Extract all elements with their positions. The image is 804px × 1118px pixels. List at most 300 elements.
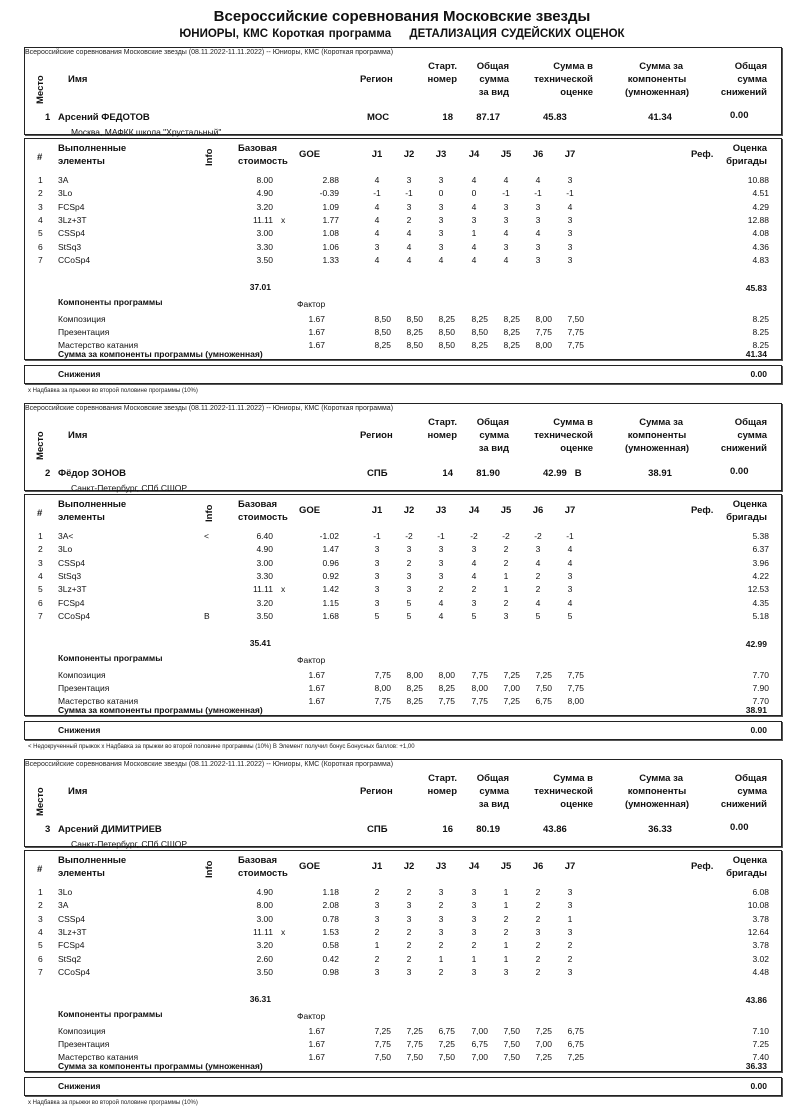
element-row <box>25 887 783 900</box>
judge-goe-4: 3 <box>471 913 477 924</box>
judge-goe-3: 4 <box>438 610 444 621</box>
skater-summary-box <box>24 47 782 135</box>
judge-header-j6: J6 <box>532 149 544 160</box>
component-panel-score: 7.90 <box>752 683 769 693</box>
component-judge-7: 7,75 <box>567 670 584 680</box>
element-row <box>25 188 783 201</box>
element-goe: 0.42 <box>322 953 339 964</box>
judge-goe-7: 4 <box>567 544 573 555</box>
element-panel-score: 4.51 <box>752 188 769 199</box>
components-header: Компоненты программы <box>58 297 163 307</box>
element-code: 3A< <box>58 531 74 541</box>
total-score-value: 81.90 <box>476 468 500 479</box>
component-judge-6: 8,00 <box>535 314 552 324</box>
judge-goe-2: 2 <box>406 214 412 225</box>
judge-goe-5: 2 <box>503 926 509 937</box>
component-judge-7: 7,25 <box>567 1052 584 1062</box>
judge-goe-1: 2 <box>374 887 380 897</box>
element-number-header: # <box>37 152 43 163</box>
judge-goe-3: -1 <box>437 531 445 541</box>
judge-goe-4: 3 <box>471 900 477 911</box>
element-code: CSSp4 <box>58 557 85 568</box>
component-judge-7: 7,75 <box>567 327 584 337</box>
start-number-value: 16 <box>442 824 453 835</box>
judge-goe-5: 1 <box>503 940 509 951</box>
component-factor: 1.67 <box>308 683 325 693</box>
element-info: B <box>204 610 210 621</box>
component-name: Композиция <box>58 1026 106 1036</box>
components-sum-label: Сумма за компоненты программы (умноженная) <box>58 705 263 715</box>
elements-header: Выполненные элементы <box>58 855 127 879</box>
element-number-header: # <box>37 864 43 875</box>
components-sum-value: 38.91 <box>745 705 767 715</box>
element-base-value: 8.00 <box>256 900 273 911</box>
judge-goe-2: 3 <box>406 913 412 924</box>
judge-goe-3: 2 <box>438 584 444 595</box>
element-base-value: 6.40 <box>256 531 273 541</box>
tes-value: 43.86 <box>543 824 567 835</box>
name-header: Имя <box>68 786 88 797</box>
deductions-total: 0.00 <box>750 369 767 379</box>
judge-goe-2: -2 <box>405 531 413 541</box>
element-goe: 0.58 <box>322 940 339 951</box>
judge-goe-7: 3 <box>567 254 573 265</box>
component-panel-score: 7.25 <box>752 1039 769 1049</box>
element-number: 1 <box>38 531 43 541</box>
judge-header-j5: J5 <box>500 505 512 516</box>
component-judge-2: 7,75 <box>406 1039 423 1049</box>
place-header: Место <box>35 75 46 104</box>
judge-goe-7: 3 <box>567 887 573 897</box>
judge-goe-3: 3 <box>438 175 444 185</box>
component-judge-3: 6,75 <box>438 1026 455 1036</box>
judge-goe-1: 4 <box>374 175 380 185</box>
component-panel-score: 8.25 <box>752 340 769 350</box>
judge-goe-7: 4 <box>567 557 573 568</box>
element-base-value: 4.90 <box>256 544 273 555</box>
judge-goe-1: 3 <box>374 241 380 252</box>
judge-goe-3: 3 <box>438 214 444 225</box>
component-judge-4: 6,75 <box>471 1039 488 1049</box>
judge-goe-4: 4 <box>471 570 477 581</box>
component-factor: 1.67 <box>308 340 325 350</box>
judge-goe-6: 4 <box>535 228 541 239</box>
judge-goe-7: 3 <box>567 228 573 239</box>
component-judge-2: 7,50 <box>406 1052 423 1062</box>
element-number: 5 <box>38 940 43 951</box>
judge-goe-7: 3 <box>567 214 573 225</box>
judge-goe-2: 3 <box>406 584 412 595</box>
component-judge-6: 7,75 <box>535 327 552 337</box>
tes-total: 45.83 <box>745 283 767 293</box>
late-bonus-mark: x <box>281 584 286 595</box>
component-judge-1: 8,00 <box>374 683 391 693</box>
judge-goe-6: 2 <box>535 913 541 924</box>
judge-goe-6: 3 <box>535 201 541 212</box>
judge-goe-7: -1 <box>566 188 574 199</box>
judge-goe-5: 3 <box>503 610 509 621</box>
judge-goe-2: 2 <box>406 887 412 897</box>
judge-goe-2: 3 <box>406 544 412 555</box>
element-base-value: 3.30 <box>256 241 273 252</box>
judge-goe-4: 3 <box>471 966 477 977</box>
component-row <box>25 1039 783 1052</box>
element-row <box>25 611 783 624</box>
judge-goe-6: 2 <box>535 584 541 595</box>
element-goe: 0.92 <box>322 570 339 581</box>
judge-goe-4: 1 <box>471 953 477 964</box>
judge-goe-4: 3 <box>471 926 477 937</box>
judge-goe-4: -2 <box>470 531 478 541</box>
element-number: 5 <box>38 228 43 239</box>
element-panel-score: 3.78 <box>752 940 769 951</box>
element-goe: 0.78 <box>322 913 339 924</box>
tes-value: 45.83 <box>543 112 567 123</box>
component-judge-2: 8,50 <box>406 314 423 324</box>
judge-goe-1: 2 <box>374 926 380 937</box>
element-number: 5 <box>38 584 43 595</box>
judge-goe-5: 1 <box>503 953 509 964</box>
element-code: FCSp4 <box>58 940 85 951</box>
component-row <box>25 327 783 340</box>
factor-header: Фактор <box>297 299 326 309</box>
components-header: Компоненты программы <box>58 1009 163 1019</box>
component-row <box>25 683 783 696</box>
component-judge-6: 6,75 <box>535 696 552 706</box>
component-judge-7: 6,75 <box>567 1039 584 1049</box>
deductions-box <box>24 365 782 384</box>
judge-goe-2: 3 <box>406 201 412 212</box>
element-base-value: 3.50 <box>256 610 273 621</box>
judge-goe-6: 3 <box>535 241 541 252</box>
judge-goe-4: 3 <box>471 597 477 608</box>
report-type-label: ДЕТАЛИЗАЦИЯ СУДЕЙСКИХ ОЦЕНОК <box>409 28 625 40</box>
judge-goe-4: 3 <box>471 887 477 897</box>
region-value: СПБ <box>367 824 388 835</box>
judge-goe-7: 3 <box>567 570 573 581</box>
judge-goe-4: 4 <box>471 241 477 252</box>
element-base-value: 3.50 <box>256 966 273 977</box>
component-judge-3: 8,25 <box>438 314 455 324</box>
judge-goe-2: 2 <box>406 926 412 937</box>
deductions-box <box>24 721 782 740</box>
judge-goe-5: 1 <box>503 900 509 911</box>
judge-goe-3: 3 <box>438 228 444 239</box>
components-sum-label: Сумма за компоненты программы (умноженная) <box>58 349 263 359</box>
pcs-value: 38.91 <box>648 468 672 479</box>
component-judge-5: 8,25 <box>503 327 520 337</box>
total-score-header: Общая сумма за вид <box>476 417 509 454</box>
component-judge-5: 7,00 <box>503 683 520 693</box>
element-number: 3 <box>38 557 43 568</box>
element-number: 1 <box>38 175 43 185</box>
skater-summary-box <box>24 759 782 847</box>
place-header: Место <box>35 431 46 460</box>
component-judge-3: 8,50 <box>438 327 455 337</box>
judge-goe-4: 0 <box>471 188 477 199</box>
judge-goe-2: 3 <box>406 900 412 911</box>
element-number: 2 <box>38 188 43 199</box>
start-number-value: 18 <box>442 112 453 123</box>
event-caption: Всероссийские соревнования Московские звезды (08.11.2022-11.11.2022) -- Юниоры, КМС (Короткая программа) <box>25 405 394 412</box>
component-panel-score: 7.40 <box>752 1052 769 1062</box>
skater-club: Москва, МАФКК школа "Хрустальный" <box>71 127 222 137</box>
judge-goe-2: 4 <box>406 254 412 265</box>
element-goe: 0.98 <box>322 966 339 977</box>
pcs-value: 41.34 <box>648 112 672 123</box>
component-judge-1: 7,75 <box>374 696 391 706</box>
judge-goe-4: 4 <box>471 254 477 265</box>
judge-goe-5: 1 <box>503 570 509 581</box>
element-row <box>25 228 783 241</box>
component-judge-5: 8,25 <box>503 340 520 350</box>
element-goe: 2.88 <box>322 175 339 185</box>
place-value: 2 <box>45 468 51 479</box>
element-row <box>25 531 783 544</box>
deductions-header: Общая сумма снижений <box>720 417 767 454</box>
element-goe: 1.77 <box>322 214 339 225</box>
component-judge-2: 8,25 <box>406 683 423 693</box>
element-base-value: 11.11 <box>252 926 273 937</box>
base-value-header: Базовая стоимость <box>238 499 288 523</box>
element-number: 7 <box>38 966 43 977</box>
skater-name: Фёдор ЗОНОВ <box>58 468 126 479</box>
footnote: x Надбавка за прыжки во второй половине программы (10%) <box>28 1100 198 1106</box>
component-panel-score: 7.70 <box>752 670 769 680</box>
judge-header-j4: J4 <box>468 861 480 872</box>
element-panel-score: 6.37 <box>752 544 769 555</box>
region-value: СПБ <box>367 468 388 479</box>
judge-goe-6: 4 <box>535 175 541 185</box>
element-code: 3Lo <box>58 887 73 897</box>
tes-total: 43.86 <box>745 995 767 1005</box>
component-name: Мастерство катания <box>58 340 139 350</box>
deductions-box <box>24 1077 782 1096</box>
judge-goe-3: 3 <box>438 201 444 212</box>
judge-goe-3: 0 <box>438 188 444 199</box>
judge-header-j3: J3 <box>435 861 447 872</box>
judge-goe-6: 2 <box>535 900 541 911</box>
element-row <box>25 954 783 967</box>
element-panel-score: 3.02 <box>752 953 769 964</box>
place-value: 1 <box>45 112 51 123</box>
element-goe: 1.15 <box>322 597 339 608</box>
element-row <box>25 914 783 927</box>
judge-goe-5: 4 <box>503 254 509 265</box>
judge-goe-5: 3 <box>503 201 509 212</box>
component-judge-1: 7,75 <box>374 1039 391 1049</box>
judge-goe-3: 2 <box>438 966 444 977</box>
element-goe: 2.08 <box>322 900 339 911</box>
place-header: Место <box>35 787 46 816</box>
element-base-value: 11.11 <box>252 584 273 595</box>
elements-header: Выполненные элементы <box>58 499 127 523</box>
element-base-value: 3.20 <box>256 940 273 951</box>
judge-goe-4: 4 <box>471 175 477 185</box>
judge-goe-7: -1 <box>566 531 574 541</box>
element-panel-score: 4.08 <box>752 228 769 239</box>
component-judge-1: 8,50 <box>374 314 391 324</box>
element-code: StSq3 <box>58 570 82 581</box>
region-header: Регион <box>360 74 393 85</box>
judge-goe-6: -1 <box>534 188 542 199</box>
element-number: 3 <box>38 201 43 212</box>
judge-goe-3: 4 <box>438 254 444 265</box>
start-number-value: 14 <box>442 468 453 479</box>
component-row <box>25 314 783 327</box>
start-number-header: Старт. номер <box>427 61 457 85</box>
component-name: Презентация <box>58 1039 110 1049</box>
element-goe: 1.68 <box>322 610 339 621</box>
component-panel-score: 7.70 <box>752 696 769 706</box>
component-judge-2: 7,25 <box>406 1026 423 1036</box>
region-header: Регион <box>360 430 393 441</box>
component-judge-6: 8,00 <box>535 340 552 350</box>
deductions-total: 0.00 <box>750 1081 767 1091</box>
component-judge-7: 8,00 <box>567 696 584 706</box>
judge-goe-5: 2 <box>503 557 509 568</box>
judge-goe-6: 5 <box>535 610 541 621</box>
late-bonus-mark: x <box>281 926 286 937</box>
judge-goe-4: 5 <box>471 610 477 621</box>
info-header: Info <box>204 860 215 878</box>
components-sum-value: 41.34 <box>745 349 767 359</box>
judge-goe-5: 4 <box>503 228 509 239</box>
ref-header: Реф. <box>691 861 714 872</box>
name-header: Имя <box>68 74 88 85</box>
judge-goe-2: 5 <box>406 610 412 621</box>
judge-goe-1: 2 <box>374 953 380 964</box>
judge-goe-6: 2 <box>535 570 541 581</box>
panel-score-header: Оценка бригады <box>726 499 767 523</box>
judge-goe-3: 1 <box>438 953 444 964</box>
element-panel-score: 4.35 <box>752 597 769 608</box>
judge-goe-5: 4 <box>503 175 509 185</box>
footnote: x Надбавка за прыжки во второй половине программы (10%) <box>28 388 198 394</box>
base-value-total: 35.41 <box>249 638 271 648</box>
judge-goe-7: 3 <box>567 900 573 911</box>
element-row <box>25 940 783 953</box>
element-number: 6 <box>38 953 43 964</box>
judge-goe-4: 4 <box>471 201 477 212</box>
tes-header: Сумма в технической оценке <box>534 417 593 454</box>
judge-goe-1: 3 <box>374 966 380 977</box>
element-panel-score: 12.64 <box>747 926 769 937</box>
tes-header: Сумма в технической оценке <box>534 773 593 810</box>
deductions-value: 0.00 <box>730 110 749 121</box>
judge-goe-3: 3 <box>438 913 444 924</box>
judge-goe-5: -1 <box>502 188 510 199</box>
event-caption: Всероссийские соревнования Московские звезды (08.11.2022-11.11.2022) -- Юниоры, КМС (Короткая программа) <box>25 49 394 56</box>
judge-goe-1: 3 <box>374 900 380 911</box>
tes-header: Сумма в технической оценке <box>534 61 593 98</box>
component-judge-5: 7,25 <box>503 696 520 706</box>
element-goe: 0.96 <box>322 557 339 568</box>
elements-header: Выполненные элементы <box>58 143 127 167</box>
skater-club: Санкт-Петербург, СПб СШОР <box>71 839 188 849</box>
component-judge-1: 7,50 <box>374 1052 391 1062</box>
pcs-header: Сумма за компоненты (умноженная) <box>624 417 690 454</box>
element-scores-box <box>24 138 782 360</box>
judge-goe-7: 3 <box>567 241 573 252</box>
judge-goe-7: 1 <box>567 913 573 924</box>
element-panel-score: 12.53 <box>747 584 769 595</box>
judge-goe-7: 4 <box>567 597 573 608</box>
judge-goe-7: 4 <box>567 201 573 212</box>
judge-goe-2: 3 <box>406 966 412 977</box>
deductions-total: 0.00 <box>750 725 767 735</box>
judge-goe-7: 2 <box>567 940 573 951</box>
pcs-header: Сумма за компоненты (умноженная) <box>624 61 690 98</box>
element-base-value: 2.60 <box>256 953 273 964</box>
page-subtitle <box>0 28 804 40</box>
component-judge-2: 8,00 <box>406 670 423 680</box>
component-factor: 1.67 <box>308 327 325 337</box>
judge-goe-1: 3 <box>374 597 380 608</box>
component-factor: 1.67 <box>308 670 325 680</box>
element-number: 4 <box>38 214 43 225</box>
element-goe: 1.33 <box>322 254 339 265</box>
factor-header: Фактор <box>297 655 326 665</box>
goe-header: GOE <box>299 149 321 160</box>
judge-goe-1: -1 <box>373 531 381 541</box>
element-base-value: 4.90 <box>256 188 273 199</box>
element-base-value: 3.20 <box>256 597 273 608</box>
judge-goe-6: 3 <box>535 254 541 265</box>
judge-goe-7: 3 <box>567 175 573 185</box>
judge-goe-6: 3 <box>535 544 541 555</box>
judge-goe-7: 3 <box>567 584 573 595</box>
component-panel-score: 8.25 <box>752 314 769 324</box>
judge-header-j5: J5 <box>500 861 512 872</box>
element-row <box>25 215 783 228</box>
judge-header-j3: J3 <box>435 149 447 160</box>
element-panel-score: 4.83 <box>752 254 769 265</box>
judge-goe-5: 1 <box>503 887 509 897</box>
element-base-value: 3.00 <box>256 228 273 239</box>
element-code: CSSp4 <box>58 913 85 924</box>
element-scores-box <box>24 494 782 716</box>
component-judge-7: 7,75 <box>567 340 584 350</box>
element-code: FCSp4 <box>58 201 85 212</box>
element-number: 3 <box>38 913 43 924</box>
judge-goe-3: 2 <box>438 900 444 911</box>
component-judge-3: 8,00 <box>438 670 455 680</box>
component-judge-6: 7,25 <box>535 1052 552 1062</box>
element-panel-score: 3.78 <box>752 913 769 924</box>
component-factor: 1.67 <box>308 1052 325 1062</box>
element-row <box>25 242 783 255</box>
deductions-header: Общая сумма снижений <box>720 773 767 810</box>
judge-goe-4: 2 <box>471 584 477 595</box>
component-name: Композиция <box>58 670 106 680</box>
judge-goe-6: 4 <box>535 597 541 608</box>
judge-goe-5: 3 <box>503 966 509 977</box>
component-name: Мастерство катания <box>58 696 139 706</box>
judge-goe-1: 3 <box>374 570 380 581</box>
judge-goe-3: 2 <box>438 940 444 951</box>
judge-header-j1: J1 <box>371 861 383 872</box>
component-judge-4: 8,50 <box>471 327 488 337</box>
goe-header: GOE <box>299 861 321 872</box>
judge-header-j2: J2 <box>403 861 415 872</box>
element-panel-score: 4.22 <box>752 570 769 581</box>
components-sum-value: 36.33 <box>745 1061 767 1071</box>
element-row <box>25 544 783 557</box>
deductions-header: Общая сумма снижений <box>720 61 767 98</box>
judge-goe-3: 3 <box>438 241 444 252</box>
element-code: CCoSp4 <box>58 610 91 621</box>
